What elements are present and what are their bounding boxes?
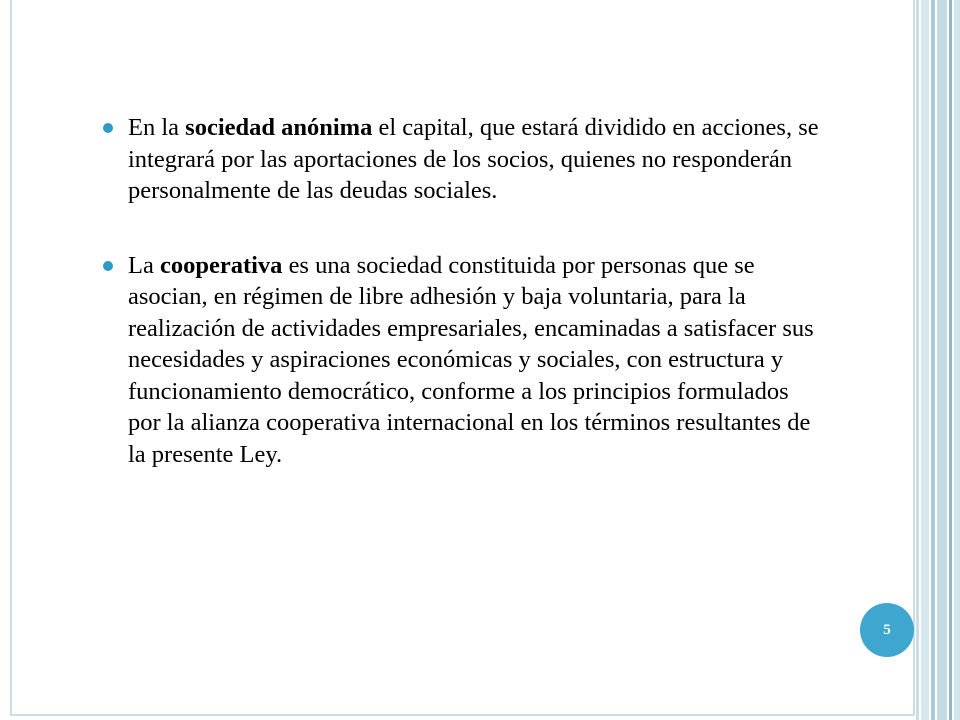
bullet-term: cooperativa	[159, 251, 283, 279]
bullet-cooperativa	[100, 250, 825, 471]
bullet-text-post: el capital, que estará dividido en acciones, se integrará por las aportaciones de los socios, quienes no responderán personalmente de las deudas sociales.	[128, 114, 819, 204]
bullet-text	[128, 252, 814, 468]
stripe	[921, 0, 929, 720]
bullet-text-pre: La	[128, 251, 160, 279]
stripe	[931, 0, 935, 720]
bullet-text-pre: En la	[128, 114, 186, 141]
stripe	[954, 0, 960, 720]
stripe	[949, 0, 952, 720]
bullet-text	[128, 114, 819, 204]
bullet-list	[100, 112, 825, 470]
page-number-badge: 5	[860, 603, 914, 657]
bullet-text-post: es una sociedad constituida por personas que se asocian, en régimen de libre adhesión y baja voluntaria, para la realización de actividades empresariales, encaminadas a satisfacer sus necesidades y aspiraciones económicas y sociales, con estructura y funcionamiento democrático, conforme a los principios formulados por la alianza cooperativa internacional en los términos resultantes de la presente Ley.	[128, 251, 814, 468]
decorative-side-stripes	[916, 0, 960, 720]
stripe	[916, 0, 919, 720]
stripe	[937, 0, 947, 720]
bullet-sociedad-anonima	[100, 112, 825, 207]
bullet-term: sociedad anónima	[185, 114, 373, 141]
bullet-dot-icon	[103, 123, 113, 133]
bullet-dot-icon	[103, 261, 113, 271]
